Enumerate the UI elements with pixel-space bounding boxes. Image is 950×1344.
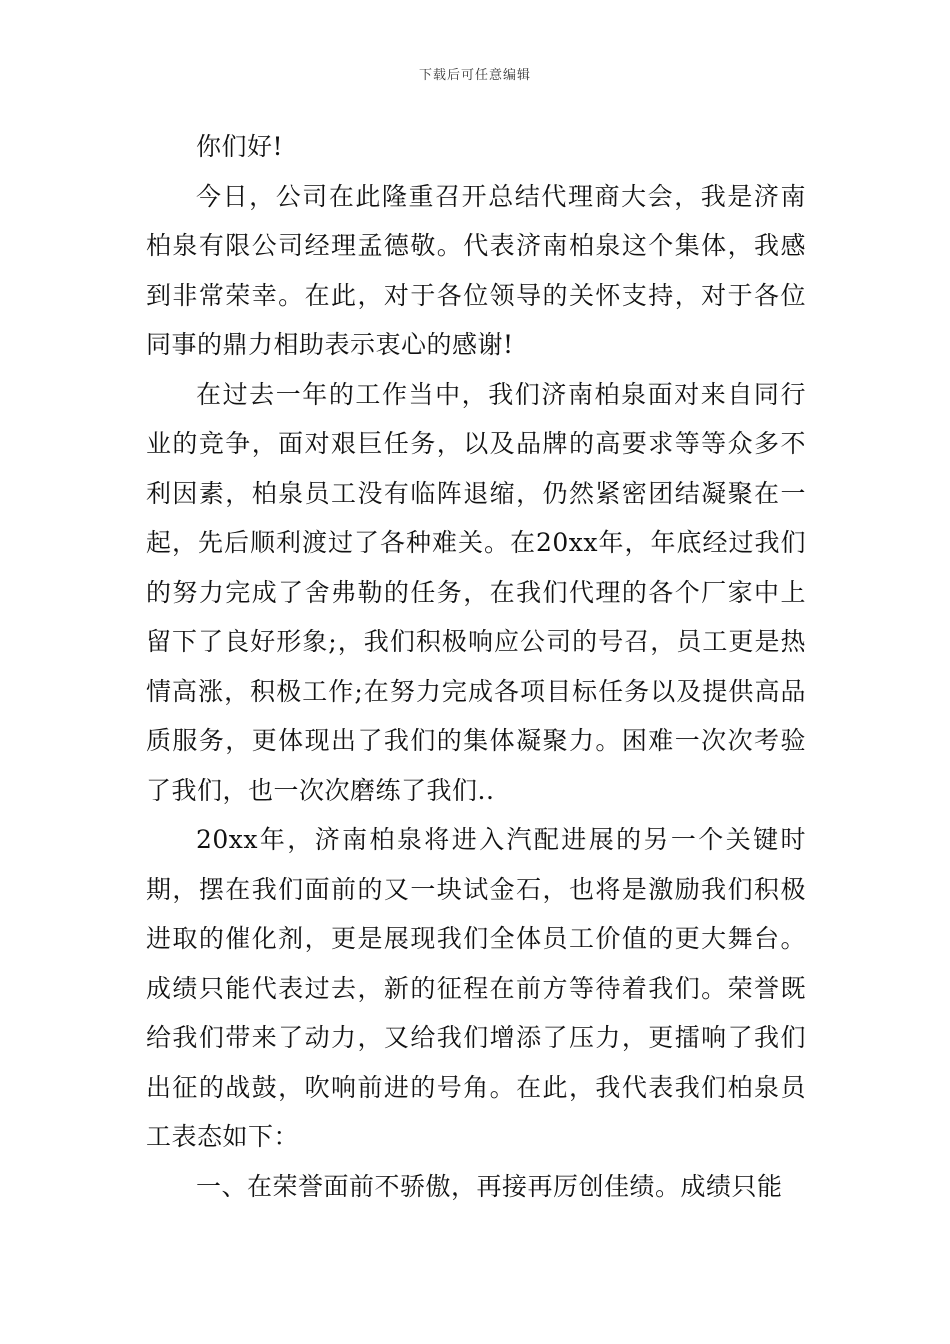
page-header-note: 下载后可任意编辑 [418, 68, 531, 83]
document-body [146, 122, 806, 1211]
body-paragraph: 20xx年，济南柏泉将进入汽配进展的另一个关键时期，摆在我们面前的又一块试金石，也将是激励我们积极进取的催化剂，更是展现我们全体员工价值的更大舞台。成绩只能代表过去，新的征程在前方等待着我们。荣誉既给我们带来了动力，又给我们增添了压力，更擂响了我们出征的战鼓，吹响前进的号角。在此，我代表我们柏泉员工表态如下： [146, 825, 806, 1151]
body-paragraph: 一、在荣誉面前不骄傲，再接再厉创佳绩。成绩只能 [196, 1171, 783, 1201]
greeting-paragraph: 你们好! [196, 132, 284, 161]
body-paragraph: 在过去一年的工作当中，我们济南柏泉面对来自同行业的竞争，面对艰巨任务，以及品牌的高要求等等众多不利因素，柏泉员工没有临阵退缩，仍然紧密团结凝聚在一起，先后顺利渡过了各种难关。在20xx年，年底经过我们的努力完成了舍弗勒的任务，在我们代理的各个厂家中上留下了良好形象;，我们积极响应公司的号召，员工更是热情高涨，积极工作;在努力完成各项目标任务以及提供高品质服务，更体现出了我们的集体凝聚力。困难一次次考验了我们，也一次次磨练了我们.. [146, 379, 806, 805]
body-paragraph: 今日，公司在此隆重召开总结代理商大会，我是济南柏泉有限公司经理孟德敬。代表济南柏泉这个集体，我感到非常荣幸。在此，对于各位领导的关怀支持，对于各位同事的鼎力相助表示衷心的感谢! [146, 181, 806, 359]
